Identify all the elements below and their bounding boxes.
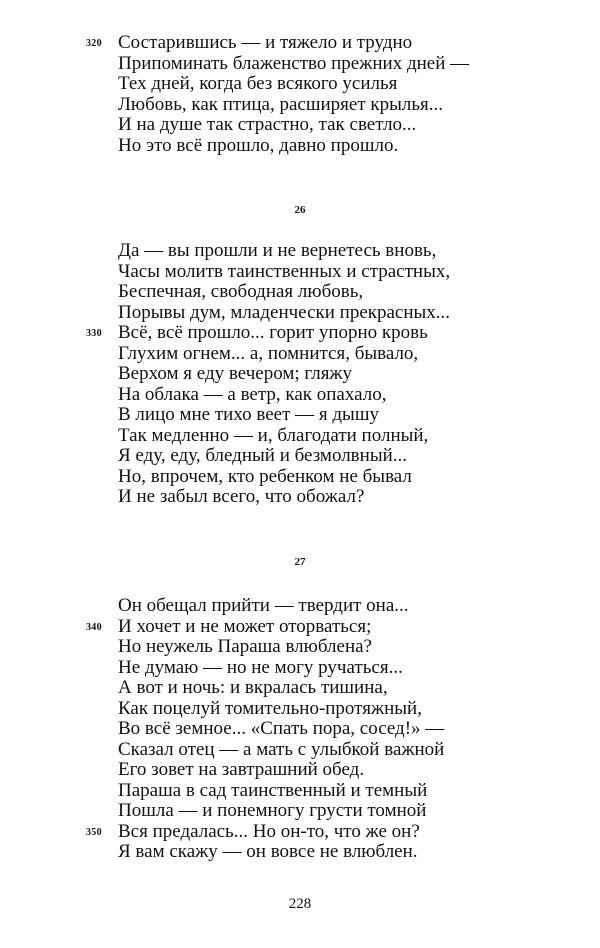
verse-line (0, 446, 600, 467)
line-number: 350 (86, 826, 102, 838)
verse-line (0, 678, 600, 699)
verse-text: Порывы дум, младенчески прекрасных... (118, 301, 451, 323)
verse-line (0, 426, 600, 447)
verse-line (0, 385, 600, 406)
verse-text: Параша в сад таинственный и темный (118, 779, 428, 801)
verse-line (0, 596, 600, 617)
verse-line (0, 282, 600, 303)
verse-text: Часы молитв таинственных и страстных, (118, 260, 451, 282)
verse-line (0, 658, 600, 679)
verse-line (0, 617, 600, 638)
verse-text: И хочет и не может оторваться; (118, 615, 372, 637)
verse-text: Он обещал прийти — твердит она... (118, 595, 409, 616)
verse-text: Любовь, как птица, расширяет крылья... (118, 93, 444, 115)
verse-line (0, 95, 600, 116)
verse-text: Всё, всё прошло... горит упорно кровь (118, 322, 428, 343)
verse-line (0, 54, 600, 75)
verse-text: Глухим огнем... а, помнится, бывало, (118, 342, 419, 364)
verse-line (0, 115, 600, 136)
verse-text: Я вам скажу — он вовсе не влюблен. (118, 841, 418, 862)
line-number: 330 (86, 328, 102, 339)
stanza-27 (0, 596, 600, 863)
verse-text: И на душе так страстно, так светло... (118, 114, 417, 135)
line-number: 320 (86, 38, 102, 49)
verse-text: Верхом я еду вечером; гляжу (118, 363, 353, 384)
verse-line (0, 74, 600, 95)
verse-line (0, 344, 600, 365)
verse-line (0, 136, 600, 157)
page-number: 228 (288, 896, 312, 912)
verse-text: Но неужель Параша влюблена? (118, 636, 372, 657)
verse-line (0, 842, 600, 863)
verse-line (0, 719, 600, 740)
verse-text: Тех дней, когда без всякого усилья (118, 73, 398, 94)
verse-line (0, 323, 600, 344)
verse-text: Во всё земное... «Спать пора, сосед!» — (118, 718, 445, 739)
verse-text: Вся предалась... Но он-то, что же он? (118, 820, 420, 842)
verse-line (0, 781, 600, 802)
verse-line (0, 699, 600, 720)
stanza-number: 27 (294, 556, 306, 568)
verse-line (0, 822, 600, 843)
verse-line (0, 364, 600, 385)
verse-line (0, 303, 600, 324)
line-number: 340 (86, 621, 102, 633)
verse-text: Его зовет на завтрашний обед. (118, 759, 365, 780)
verse-text: Припоминать блаженство прежних дней — (118, 52, 470, 74)
verse-line (0, 637, 600, 658)
verse-text: Я еду, еду, бледный и безмолвный... (118, 445, 408, 466)
verse-text: Да — вы прошли и не вернетесь вновь, (118, 240, 437, 261)
verse-line (0, 241, 600, 262)
verse-line (0, 760, 600, 781)
verse-line (0, 262, 600, 283)
verse-text: Состарившись — и тяжело и трудно (118, 32, 413, 53)
verse-text: Сказал отец — а мать с улыбкой важной (118, 738, 445, 760)
verse-text: На облака — а ветр, как опахало, (118, 383, 387, 405)
verse-line (0, 740, 600, 761)
stanza-25-continued (0, 33, 600, 156)
verse-text: Но, впрочем, кто ребенком не бывал (118, 465, 412, 487)
verse-text: И не забыл всего, что обожал? (118, 486, 365, 507)
verse-text: А вот и ночь: и вкралась тишина, (118, 677, 388, 698)
verse-text: Беспечная, свободная любовь, (118, 281, 364, 302)
verse-text: Так медленно — и, благодати полный, (118, 424, 429, 446)
verse-text: В лицо мне тихо веет — я дышу (118, 404, 379, 425)
verse-text: Не думаю — но не могу ручаться... (118, 656, 403, 678)
verse-text: Пошла — и понемногу грусти томной (118, 800, 427, 821)
verse-line (0, 801, 600, 822)
verse-line (0, 33, 600, 54)
verse-text: Но это всё прошло, давно прошло. (118, 134, 399, 156)
verse-line (0, 487, 600, 508)
stanza-26 (0, 241, 600, 508)
stanza-number: 26 (294, 204, 306, 216)
verse-text: Как поцелуй томительно-протяжный, (118, 697, 422, 719)
verse-line (0, 405, 600, 426)
verse-line (0, 467, 600, 488)
